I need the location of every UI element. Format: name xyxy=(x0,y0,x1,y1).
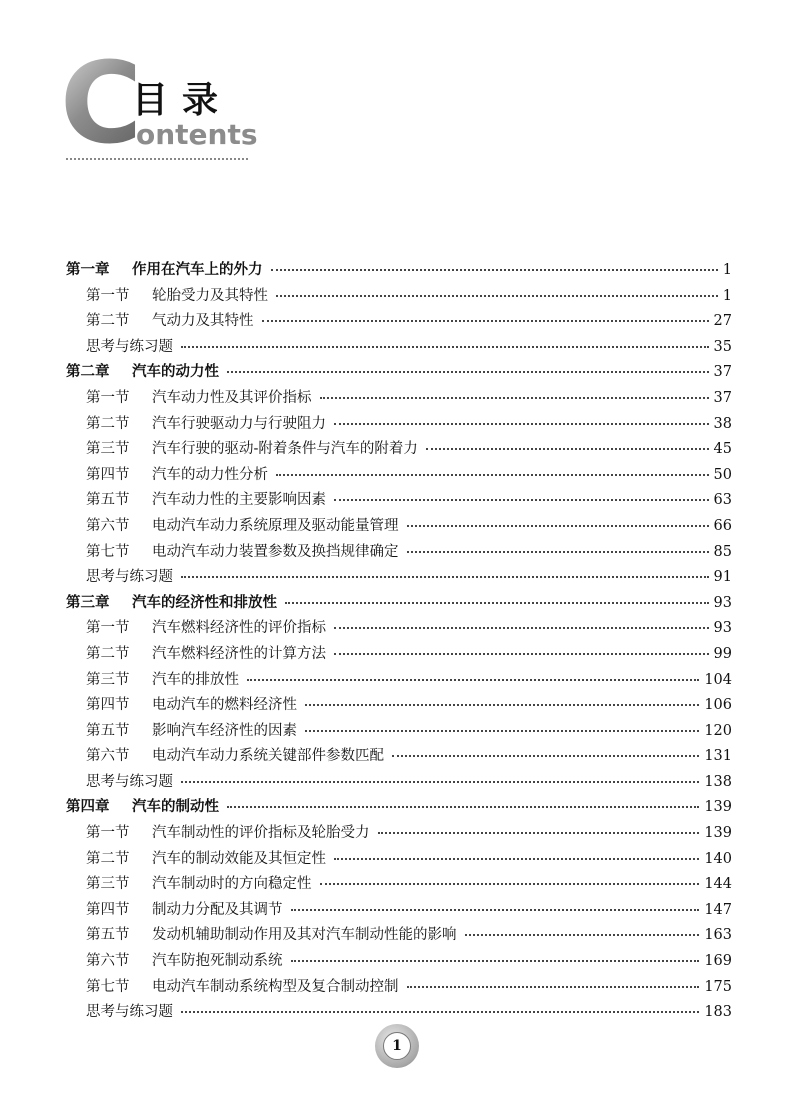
toc-entry-number: 第七节 xyxy=(86,978,130,995)
toc-entry-number: 第一节 xyxy=(86,620,130,637)
toc-page-number: 50 xyxy=(713,466,732,483)
toc-entry-number: 第五节 xyxy=(86,927,130,944)
toc-entry-title: 汽车的动力性 xyxy=(132,363,219,381)
toc-page-number: 38 xyxy=(713,415,732,432)
toc-dot-leader xyxy=(285,602,709,604)
toc-section-row[interactable] xyxy=(66,463,732,489)
toc-entry-number: 第三节 xyxy=(86,876,130,893)
toc-page-number: 106 xyxy=(704,697,732,714)
toc-dot-leader xyxy=(271,269,718,271)
toc-entry-number: 第五节 xyxy=(86,722,130,739)
toc-entry-title: 汽车燃料经济性的计算方法 xyxy=(152,645,326,662)
toc-section-row[interactable] xyxy=(66,693,732,719)
page-number-badge xyxy=(375,1024,419,1068)
toc-page-number: 138 xyxy=(704,773,732,790)
toc-section-row[interactable] xyxy=(66,949,732,975)
toc-dot-leader xyxy=(426,448,709,450)
toc-section-row[interactable] xyxy=(66,642,732,668)
toc-dot-leader xyxy=(378,832,700,834)
toc-page-number: 1 xyxy=(722,287,732,304)
toc-dot-leader xyxy=(276,474,709,476)
toc-entry-number: 第一节 xyxy=(86,825,130,842)
toc-entry-number: 第三章 xyxy=(66,593,110,611)
toc-chapter-row[interactable] xyxy=(66,258,732,284)
toc-entry-title: 汽车行驶的驱动-附着条件与汽车的附着力 xyxy=(152,441,418,458)
toc-entry-title: 汽车的制动性 xyxy=(132,798,219,816)
toc-section-row[interactable] xyxy=(66,488,732,514)
toc-dot-leader xyxy=(291,960,700,962)
toc-dot-leader xyxy=(262,320,709,322)
toc-entry-number: 第四节 xyxy=(86,466,130,483)
toc-entry-title: 汽车的动力性分析 xyxy=(152,466,268,483)
page-title: 目录 xyxy=(132,80,233,121)
toc-page-number: 175 xyxy=(704,978,732,995)
toc-exercise-row[interactable] xyxy=(66,335,732,361)
toc-exercise-row[interactable] xyxy=(66,565,732,591)
toc-page-number: 131 xyxy=(704,748,732,765)
toc-entry-number: 第五节 xyxy=(86,492,130,509)
toc-entry-title: 电动汽车制动系统构型及复合制动控制 xyxy=(152,978,399,995)
toc-page-number: 85 xyxy=(713,543,732,560)
toc-entry-number: 第一节 xyxy=(86,389,130,406)
toc-page-number: 37 xyxy=(713,389,732,406)
toc-entry-number: 第一节 xyxy=(86,287,130,304)
toc-dot-leader xyxy=(407,525,709,527)
toc-entry-title: 思考与练习题 xyxy=(86,1004,173,1021)
toc-page-number: 139 xyxy=(704,799,732,816)
toc-section-row[interactable] xyxy=(66,540,732,566)
toc-entry-title: 思考与练习题 xyxy=(86,569,173,586)
toc-entry-title: 发动机辅助制动作用及其对汽车制动性能的影响 xyxy=(152,927,457,944)
toc-entry-title: 汽车制动时的方向稳定性 xyxy=(152,876,312,893)
toc-entry-title: 制动力分配及其调节 xyxy=(152,901,283,918)
toc-entry-title: 汽车的排放性 xyxy=(152,671,239,688)
toc-entry-number: 第二节 xyxy=(86,850,130,867)
toc-page-number: 35 xyxy=(713,338,732,355)
toc-dot-leader xyxy=(247,679,699,681)
toc-entry-title: 汽车燃料经济性的评价指标 xyxy=(152,620,326,637)
toc-dot-leader xyxy=(181,1011,699,1013)
toc-dot-leader xyxy=(227,806,699,808)
toc-section-row[interactable] xyxy=(66,975,732,1001)
toc-dot-leader xyxy=(407,551,709,553)
toc-dot-leader xyxy=(181,346,709,348)
toc-entry-number: 第二节 xyxy=(86,415,130,432)
toc-entry-title: 轮胎受力及其特性 xyxy=(152,287,268,304)
toc-dot-leader xyxy=(334,499,709,501)
toc-dot-leader xyxy=(320,397,709,399)
toc-entry-title: 电动汽车动力系统关键部件参数匹配 xyxy=(152,748,384,765)
toc-dot-leader xyxy=(181,576,709,578)
toc-page-number: 91 xyxy=(713,569,732,586)
toc-dot-leader xyxy=(291,909,700,911)
toc-exercise-row[interactable] xyxy=(66,770,732,796)
toc-section-row[interactable] xyxy=(66,847,732,873)
toc-entry-number: 第四节 xyxy=(86,901,130,918)
toc-dot-leader xyxy=(305,704,699,706)
toc-section-row[interactable] xyxy=(66,923,732,949)
toc-dot-leader xyxy=(276,295,718,297)
toc-section-row[interactable] xyxy=(66,668,732,694)
toc-entry-number: 第二节 xyxy=(86,313,130,330)
toc-dot-leader xyxy=(465,934,700,936)
toc-entry-number: 第四章 xyxy=(66,798,110,816)
toc-page-number: 169 xyxy=(704,953,732,970)
page-title-english: ontents xyxy=(136,118,258,151)
toc-section-row[interactable] xyxy=(66,514,732,540)
toc-dot-leader xyxy=(227,371,709,373)
header-big-letter: C xyxy=(60,39,143,169)
toc-dot-leader xyxy=(334,627,709,629)
toc-entry-number: 第三节 xyxy=(86,671,130,688)
toc-page-number: 120 xyxy=(704,722,732,739)
toc-section-row[interactable] xyxy=(66,386,732,412)
toc-entry-title: 电动汽车动力系统原理及驱动能量管理 xyxy=(152,517,399,534)
toc-dot-leader xyxy=(334,423,709,425)
toc-header xyxy=(60,39,260,172)
toc-page-number: 183 xyxy=(704,1004,732,1021)
toc-section-row[interactable] xyxy=(66,412,732,438)
page-number: 1 xyxy=(383,1032,411,1060)
toc-entry-title: 汽车防抱死制动系统 xyxy=(152,953,283,970)
toc-entry-title: 作用在汽车上的外力 xyxy=(132,261,263,278)
toc-entry-title: 气动力及其特性 xyxy=(152,313,254,330)
toc-page-number: 27 xyxy=(713,313,732,330)
toc-entry-number: 第二节 xyxy=(86,645,130,662)
toc-section-row[interactable] xyxy=(66,719,732,745)
toc-page-number: 93 xyxy=(713,620,732,637)
toc-entry-title: 电动汽车动力装置参数及换挡规律确定 xyxy=(152,543,399,560)
toc-section-row[interactable] xyxy=(66,437,732,463)
toc-page-number: 66 xyxy=(713,517,732,534)
toc-section-row[interactable] xyxy=(66,309,732,335)
toc-dot-leader xyxy=(320,883,700,885)
toc-entry-number: 第六节 xyxy=(86,953,130,970)
toc-entry-number: 第二章 xyxy=(66,363,110,381)
table-of-contents xyxy=(66,258,732,1026)
toc-section-row[interactable] xyxy=(66,616,732,642)
toc-section-row[interactable] xyxy=(66,284,732,310)
toc-entry-title: 汽车动力性及其评价指标 xyxy=(152,389,312,406)
toc-page-number: 1 xyxy=(722,262,732,278)
toc-chapter-row[interactable] xyxy=(66,591,732,617)
toc-dot-leader xyxy=(181,781,699,783)
toc-entry-title: 汽车的经济性和排放性 xyxy=(132,593,277,611)
header-divider xyxy=(66,158,248,160)
toc-entry-number: 第三节 xyxy=(86,441,130,458)
toc-entry-title: 汽车制动性的评价指标及轮胎受力 xyxy=(152,825,370,842)
toc-chapter-row[interactable] xyxy=(66,795,732,821)
toc-page-number: 104 xyxy=(704,671,732,688)
toc-dot-leader xyxy=(392,755,699,757)
toc-dot-leader xyxy=(407,986,700,988)
toc-entry-title: 电动汽车的燃料经济性 xyxy=(152,697,297,714)
toc-page-number: 99 xyxy=(713,645,732,662)
toc-page-number: 147 xyxy=(704,901,732,918)
toc-entry-number: 第六节 xyxy=(86,748,130,765)
toc-entry-title: 思考与练习题 xyxy=(86,338,173,355)
toc-entry-number: 第一章 xyxy=(66,261,110,278)
toc-page-number: 93 xyxy=(713,594,732,611)
toc-entry-title: 汽车动力性的主要影响因素 xyxy=(152,492,326,509)
toc-section-row[interactable] xyxy=(66,898,732,924)
toc-chapter-row[interactable] xyxy=(66,360,732,386)
toc-page-number: 45 xyxy=(713,441,732,458)
toc-page-number: 63 xyxy=(713,492,732,509)
toc-section-row[interactable] xyxy=(66,744,732,770)
toc-exercise-row[interactable] xyxy=(66,1000,732,1026)
toc-page-number: 163 xyxy=(704,927,732,944)
toc-entry-title: 汽车的制动效能及其恒定性 xyxy=(152,850,326,867)
toc-entry-title: 影响汽车经济性的因素 xyxy=(152,722,297,739)
toc-entry-number: 第四节 xyxy=(86,697,130,714)
toc-page-number: 139 xyxy=(704,825,732,842)
toc-entry-number: 第七节 xyxy=(86,543,130,560)
toc-entry-title: 思考与练习题 xyxy=(86,773,173,790)
toc-dot-leader xyxy=(305,730,699,732)
toc-section-row[interactable] xyxy=(66,821,732,847)
toc-entry-number: 第六节 xyxy=(86,517,130,534)
toc-page-number: 144 xyxy=(704,876,732,893)
toc-dot-leader xyxy=(334,858,699,860)
toc-page-number: 37 xyxy=(713,364,732,381)
toc-entry-title: 汽车行驶驱动力与行驶阻力 xyxy=(152,415,326,432)
toc-dot-leader xyxy=(334,653,709,655)
toc-page-number: 140 xyxy=(704,850,732,867)
toc-section-row[interactable] xyxy=(66,872,732,898)
